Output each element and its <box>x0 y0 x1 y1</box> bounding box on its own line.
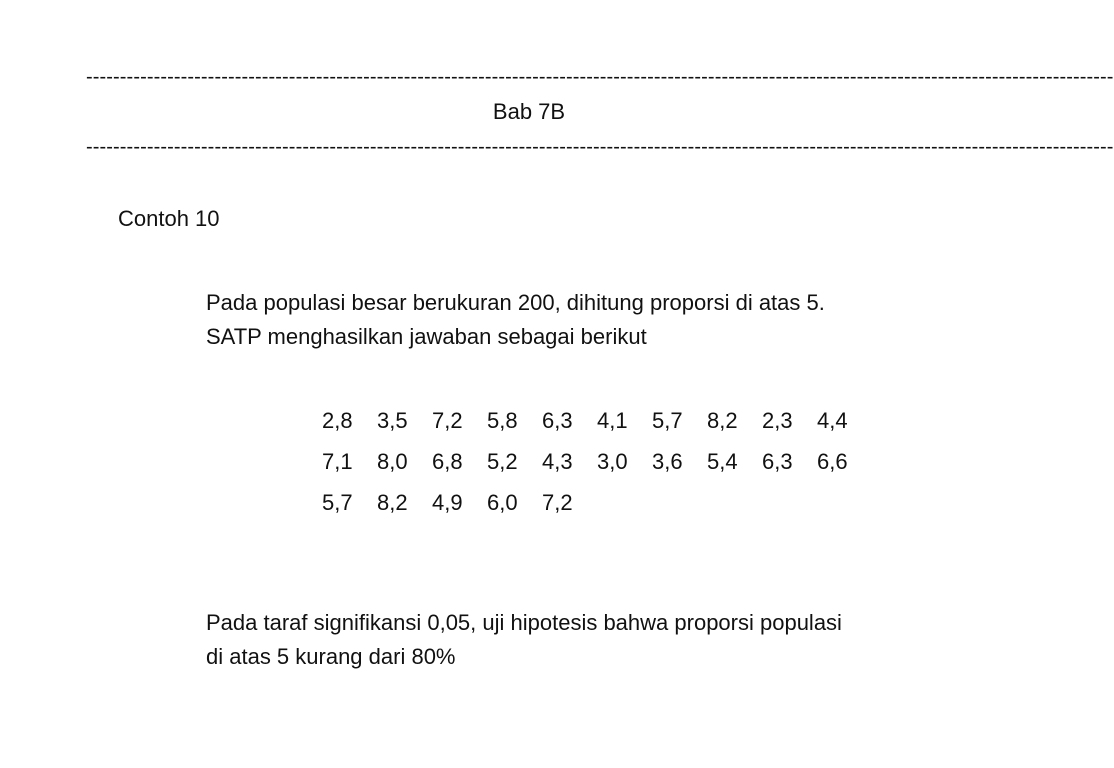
data-value: 6,8 <box>432 449 463 474</box>
hypothesis-question <box>206 606 986 674</box>
bottom-dashed-rule: -------------------------------------------------------------------------------------------------------------------------------------------------------- <box>86 136 1114 158</box>
data-value: 3,0 <box>597 449 628 474</box>
data-empty-cell <box>597 482 652 523</box>
data-value: 4,1 <box>597 408 628 433</box>
data-row <box>322 482 872 523</box>
data-empty-cell <box>762 482 817 523</box>
data-value: 6,3 <box>762 449 793 474</box>
example-label: Contoh 10 <box>118 206 220 231</box>
data-row <box>322 400 872 441</box>
top-dashed-rule: -------------------------------------------------------------------------------------------------------------------------------------------------------- <box>86 66 1114 88</box>
data-value: 5,8 <box>487 408 518 433</box>
data-value: 6,3 <box>542 408 573 433</box>
problem-statement-line: Pada populasi besar berukuran 200, dihitung proporsi di atas 5. <box>206 290 825 315</box>
data-empty-cell <box>817 482 872 523</box>
problem-statement <box>206 286 986 354</box>
data-value: 7,2 <box>542 490 573 515</box>
data-value: 5,7 <box>652 408 683 433</box>
data-value: 6,6 <box>817 449 848 474</box>
data-value: 5,4 <box>707 449 738 474</box>
hypothesis-question-line: Pada taraf signifikansi 0,05, uji hipotesis bahwa proporsi populasi <box>206 610 842 635</box>
data-value: 4,4 <box>817 408 848 433</box>
data-row <box>322 441 872 482</box>
data-value: 8,0 <box>377 449 408 474</box>
data-empty-cell <box>707 482 762 523</box>
problem-statement-line: SATP menghasilkan jawaban sebagai berikut <box>206 324 647 349</box>
sample-data-table <box>322 400 872 523</box>
data-value: 4,9 <box>432 490 463 515</box>
data-value: 2,3 <box>762 408 793 433</box>
data-value: 8,2 <box>377 490 408 515</box>
data-value: 3,5 <box>377 408 408 433</box>
data-value: 5,2 <box>487 449 518 474</box>
data-value: 3,6 <box>652 449 683 474</box>
data-value: 7,1 <box>322 449 353 474</box>
hypothesis-question-line: di atas 5 kurang dari 80% <box>206 644 456 669</box>
data-value: 8,2 <box>707 408 738 433</box>
data-value: 2,8 <box>322 408 353 433</box>
data-value: 5,7 <box>322 490 353 515</box>
data-empty-cell <box>652 482 707 523</box>
data-value: 4,3 <box>542 449 573 474</box>
data-value: 6,0 <box>487 490 518 515</box>
page-title: Bab 7B <box>492 99 566 124</box>
data-value: 7,2 <box>432 408 463 433</box>
